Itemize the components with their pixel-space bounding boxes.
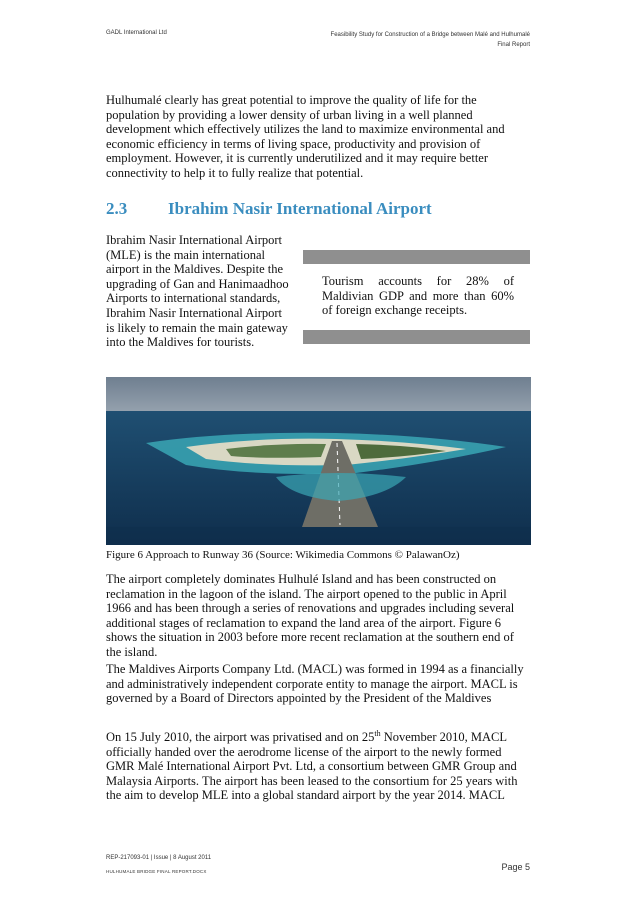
section-heading	[106, 199, 432, 219]
airport-photo	[106, 377, 531, 545]
privatisation-paragraph	[106, 730, 530, 803]
macl-paragraph: The Maldives Airports Company Ltd. (MACL) was formed in 1994 as a financially and administratively independent corporate entity to manage the airport. MACL is governed by a Board of Directors appointed by the President of the Maldives	[106, 662, 524, 706]
footer-filename: HULHUMALE BRIDGE FINAL REPORT.DOCX	[106, 869, 207, 874]
privatisation-text-end: November 2010, MACL officially handed over the aerodrome license of the airport to the newly formed GMR Malé International Airport Pvt. Ltd, a consortium between GMR Group and Malaysia Airports. The airport has been leased to the consortium for 25 years with the aim to develop MLE into a global standard airport by the year 2014. MACL	[106, 730, 518, 803]
header-title-line1: Feasibility Study for Construction of a Bridge between Malé and Hulhumalé	[330, 32, 530, 38]
section-number: 2.3	[106, 199, 128, 218]
ordinal-suffix: th	[374, 728, 381, 738]
callout-text: Tourism accounts for 28% of Maldivian GDP and more than 60% of foreign exchange receipts.	[322, 274, 514, 318]
header-org: GADL International Ltd	[106, 30, 167, 36]
airport-history-paragraph: The airport completely dominates Hulhulé Island and has been constructed on reclamation in the lagoon of the island. The airport opened to the public in April 1966 and has been through a series of renovations and upgrades including several additional stages of reclamation to expand the land area of the airport. Figure 6 shows the situation in 2003 before more recent reclamation at the southern end of the island.	[106, 572, 515, 659]
intro-paragraph: Hulhumalé clearly has great potential to improve the quality of life for the population by providing a lower density of urban living in a well planned development which effectively utilizes the land to maximize environmental and economic efficiency in terms of living space, productivity and provision of employment. However, it is currently underutilized and it may require better connectivity to help it to fully realize that potential.	[106, 93, 505, 180]
figure-caption: Figure 6 Approach to Runway 36 (Source: Wikimedia Commons © PalawanOz)	[106, 549, 460, 561]
privatisation-text-start: On 15 July 2010, the airport was privatised and on 25	[106, 730, 375, 744]
airport-intro-column: Ibrahim Nasir International Airport (MLE) is the main international airport in the Maldives. Despite the upgrading of Gan and Hanimaadhoo Airports to international standards, Ibrahim Nasir International Airport is likely to remain the main gateway into the Maldives for tourists.	[106, 233, 289, 350]
header-title	[331, 30, 530, 50]
header-title-line2: Final Report	[497, 42, 530, 48]
page-number: Page 5	[501, 862, 530, 872]
section-title: Ibrahim Nasir International Airport	[168, 199, 432, 218]
footer-report-ref: REP-217093-01 | Issue | 8 August 2011	[106, 855, 212, 861]
